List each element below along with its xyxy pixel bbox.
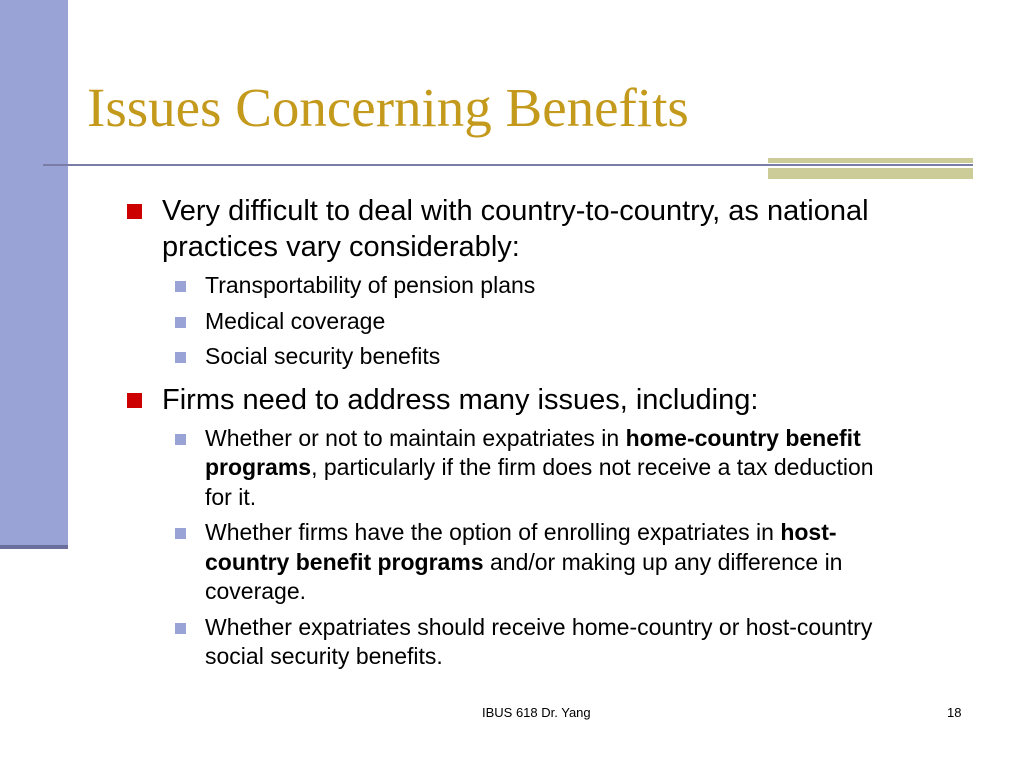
sub-bullet-item	[124, 271, 904, 301]
sub-bullet-item	[124, 613, 904, 672]
bullet-text: Very difficult to deal with country-to-country, as national practices vary considerably:	[162, 195, 869, 263]
sub-bullet-text: Whether or not to maintain expatriates in	[205, 424, 626, 451]
sub-bullet-text: Medical coverage	[205, 307, 386, 334]
square-bullet-icon	[127, 393, 142, 408]
square-bullet-icon	[127, 204, 142, 219]
bullet-item	[124, 382, 904, 418]
sub-bullet-text: Whether firms have the option of enrolling expatriates in	[205, 519, 781, 545]
sub-bullet-text-after: , particularly if the firm does not receive a tax deduction for it.	[205, 454, 874, 510]
sub-bullet-text: Transportability of pension plans	[205, 272, 536, 298]
sub-bullet-text-after: and/or making up any difference in coverage.	[205, 548, 843, 604]
small-square-bullet-icon	[175, 317, 186, 328]
sub-bullet-item	[124, 518, 904, 607]
bullet-item	[124, 193, 904, 265]
accent-bar-bottom	[768, 168, 973, 179]
sub-bullet-list	[124, 424, 904, 672]
sub-bullet-text: Social security benefits	[205, 343, 441, 369]
sub-bullet-item	[124, 342, 904, 372]
small-square-bullet-icon	[175, 352, 186, 363]
small-square-bullet-icon	[175, 623, 186, 634]
sub-bullet-bold: host-country benefit programs	[205, 519, 837, 575]
sub-bullet-item	[124, 307, 904, 337]
slide-body	[124, 193, 904, 682]
accent-bar-top	[768, 158, 973, 163]
sub-bullet-list	[124, 271, 904, 372]
left-decorative-band	[0, 0, 68, 545]
sub-bullet-text: Whether expatriates should receive home-country or host-country social security benefits.	[205, 613, 873, 669]
small-square-bullet-icon	[175, 434, 186, 445]
small-square-bullet-icon	[175, 281, 186, 292]
slide-title: Issues Concerning Benefits	[87, 77, 689, 138]
sub-bullet-bold: home-country benefit programs	[205, 424, 861, 480]
small-square-bullet-icon	[175, 528, 186, 539]
footer-page-number: 18	[947, 705, 962, 720]
title-divider	[43, 164, 973, 166]
bullet-text: Firms need to address many issues, including:	[162, 383, 759, 416]
footer-course-label: IBUS 618 Dr. Yang	[482, 705, 591, 720]
left-band-shadow	[0, 545, 68, 549]
sub-bullet-item	[124, 424, 904, 513]
